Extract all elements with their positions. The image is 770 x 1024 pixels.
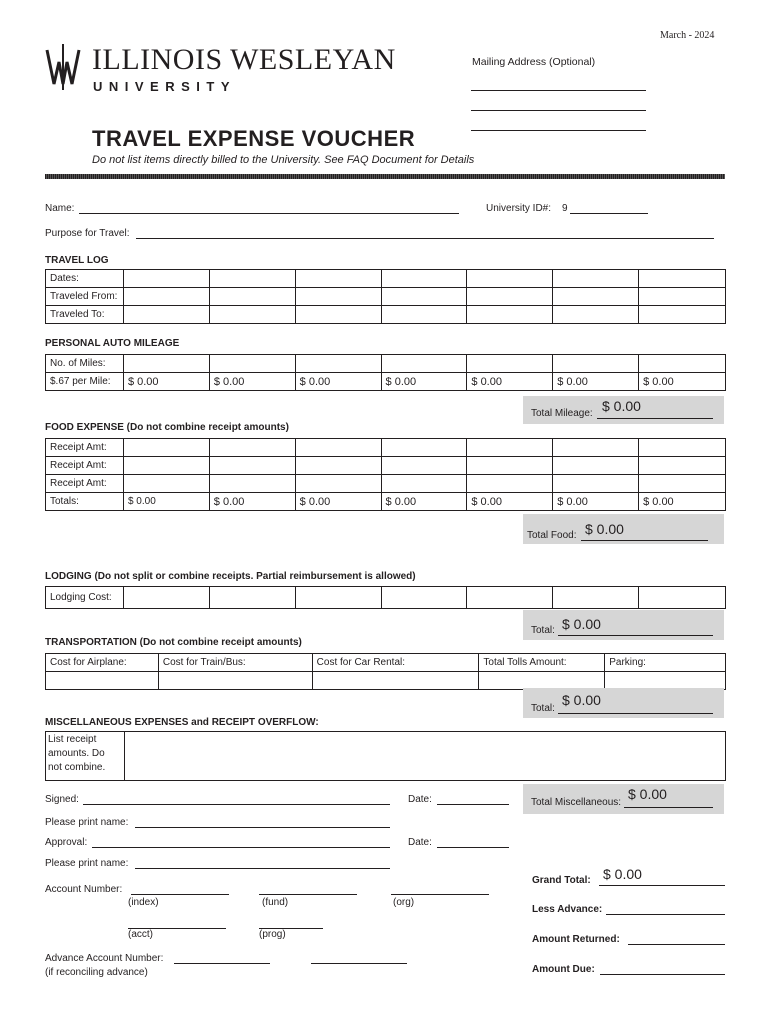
table-row xyxy=(46,306,726,324)
mileage-title: PERSONAL AUTO MILEAGE xyxy=(45,338,180,349)
page-title: TRAVEL EXPENSE VOUCHER xyxy=(92,126,416,151)
name-field[interactable] xyxy=(79,213,459,214)
purpose-label: Purpose for Travel: xyxy=(45,228,130,239)
cell[interactable] xyxy=(605,672,726,690)
misc-box xyxy=(45,731,726,781)
mileage-amount: $ 0.00 xyxy=(209,373,295,391)
purpose-field[interactable] xyxy=(136,238,714,239)
cell[interactable] xyxy=(123,439,209,457)
cell[interactable] xyxy=(158,672,312,690)
advance-account-field-2[interactable] xyxy=(311,963,407,964)
table-row xyxy=(46,493,726,511)
transportation-title: TRANSPORTATION (Do not combine receipt amounts) xyxy=(45,637,302,648)
cell[interactable] xyxy=(553,288,639,306)
mileage-amount: $ 0.00 xyxy=(123,373,209,391)
name-label: Name: xyxy=(45,203,75,214)
index-field[interactable] xyxy=(131,894,229,895)
misc-label-cell xyxy=(46,732,125,780)
table-row xyxy=(46,654,726,672)
cell[interactable] xyxy=(295,587,381,609)
fund-field[interactable] xyxy=(259,894,357,895)
total-mileage-line xyxy=(597,418,713,419)
cell[interactable] xyxy=(553,457,639,475)
row-label: Lodging Cost: xyxy=(46,587,124,609)
column-header: Total Tolls Amount: xyxy=(479,654,605,672)
mailing-line-3[interactable] xyxy=(471,130,646,131)
cell[interactable] xyxy=(209,355,295,373)
date-label: Date: xyxy=(408,794,432,805)
total-mileage-label: Total Mileage: xyxy=(531,408,593,419)
cell[interactable] xyxy=(295,270,381,288)
university-logo-icon xyxy=(45,44,81,90)
cell[interactable] xyxy=(381,475,467,493)
food-total: $ 0.00 xyxy=(209,493,295,511)
cell[interactable] xyxy=(312,672,479,690)
cell[interactable] xyxy=(639,587,726,609)
amount-returned-field[interactable] xyxy=(628,944,725,945)
cell[interactable] xyxy=(553,306,639,324)
cell[interactable] xyxy=(553,270,639,288)
cell[interactable] xyxy=(467,457,553,475)
cell[interactable] xyxy=(553,475,639,493)
signed-field[interactable] xyxy=(83,804,390,805)
cell[interactable] xyxy=(209,288,295,306)
food-total: $ 0.00 xyxy=(467,493,553,511)
cell[interactable] xyxy=(467,587,553,609)
advance-account-label: Advance Account Number: xyxy=(45,953,164,964)
cell[interactable] xyxy=(381,288,467,306)
amount-due-label: Amount Due: xyxy=(532,964,595,975)
logo-sub: UNIVERSITY xyxy=(93,79,237,94)
cell[interactable] xyxy=(381,355,467,373)
total-food-value: $ 0.00 xyxy=(585,521,624,537)
cell[interactable] xyxy=(467,475,553,493)
food-total: $ 0.00 xyxy=(295,493,381,511)
amount-due-field[interactable] xyxy=(600,974,725,975)
row-label: Receipt Amt: xyxy=(46,475,124,493)
food-total: $ 0.00 xyxy=(381,493,467,511)
university-id-label: University ID#: xyxy=(486,203,552,214)
food-total: $ 0.00 xyxy=(123,493,209,511)
less-advance-field[interactable] xyxy=(606,914,725,915)
cell[interactable] xyxy=(209,475,295,493)
university-id-prefix: 9 xyxy=(562,203,568,214)
misc-entry-area[interactable] xyxy=(126,732,725,780)
cell[interactable] xyxy=(209,439,295,457)
date-field[interactable] xyxy=(437,804,509,805)
table-row xyxy=(46,457,726,475)
cell[interactable] xyxy=(639,306,726,324)
total-lodging-label: Total: xyxy=(531,625,555,636)
print-name-label: Please print name: xyxy=(45,817,129,828)
total-lodging-value: $ 0.00 xyxy=(562,616,601,632)
amount-returned-label: Amount Returned: xyxy=(532,934,620,945)
cell[interactable] xyxy=(639,355,726,373)
cell[interactable] xyxy=(639,439,726,457)
cell[interactable] xyxy=(46,672,159,690)
lodging-table xyxy=(45,586,726,609)
mileage-table xyxy=(45,354,726,391)
row-label: $.67 per Mile: xyxy=(46,373,124,391)
table-row xyxy=(46,270,726,288)
logo-text: ILLINOIS WESLEYAN xyxy=(92,43,396,76)
column-header: Cost for Car Rental: xyxy=(312,654,479,672)
cell[interactable] xyxy=(209,457,295,475)
transportation-table xyxy=(45,653,726,690)
advance-account-field-1[interactable] xyxy=(174,963,270,964)
cell[interactable] xyxy=(123,270,209,288)
mileage-amount: $ 0.00 xyxy=(553,373,639,391)
cell[interactable] xyxy=(381,306,467,324)
approval-date-label: Date: xyxy=(408,837,432,848)
misc-label-line-1: List receipt xyxy=(48,734,97,745)
org-field[interactable] xyxy=(391,894,489,895)
misc-label-line-3: not combine. xyxy=(48,762,106,773)
total-mileage-value: $ 0.00 xyxy=(602,398,641,414)
table-row xyxy=(46,288,726,306)
column-header: Parking: xyxy=(605,654,726,672)
prog-caption: (prog) xyxy=(259,929,286,940)
print-name-field[interactable] xyxy=(135,827,390,828)
less-advance-label: Less Advance: xyxy=(532,904,603,915)
cell[interactable] xyxy=(381,439,467,457)
cell[interactable] xyxy=(295,306,381,324)
acct-caption: (acct) xyxy=(128,929,153,940)
form-date: March - 2024 xyxy=(660,30,715,41)
mileage-amount: $ 0.00 xyxy=(467,373,553,391)
mailing-line-1[interactable] xyxy=(471,90,646,91)
table-row xyxy=(46,373,726,391)
mailing-label: Mailing Address (Optional) xyxy=(472,56,596,68)
fund-caption: (fund) xyxy=(262,897,289,908)
table-row xyxy=(46,475,726,493)
total-misc-line xyxy=(624,807,713,808)
travel-log-table xyxy=(45,269,726,324)
food-table xyxy=(45,438,726,511)
approval-label: Approval: xyxy=(45,837,88,848)
print-name-2-label: Please print name: xyxy=(45,858,129,869)
account-number-label: Account Number: xyxy=(45,884,123,895)
cell[interactable] xyxy=(295,355,381,373)
column-header: Cost for Airplane: xyxy=(46,654,159,672)
grand-total-line xyxy=(599,885,725,886)
total-transport-value: $ 0.00 xyxy=(562,692,601,708)
total-transport-line xyxy=(558,713,713,714)
table-row xyxy=(46,439,726,457)
cell[interactable] xyxy=(209,587,295,609)
cell[interactable] xyxy=(639,457,726,475)
cell[interactable] xyxy=(123,587,209,609)
cell[interactable] xyxy=(381,587,467,609)
mileage-amount: $ 0.00 xyxy=(295,373,381,391)
cell[interactable] xyxy=(123,288,209,306)
cell[interactable] xyxy=(553,355,639,373)
mailing-line-2[interactable] xyxy=(471,110,646,111)
advance-account-note: (if reconciling advance) xyxy=(45,967,148,978)
cell[interactable] xyxy=(467,270,553,288)
cell[interactable] xyxy=(209,270,295,288)
page-subtitle: Do not list items directly billed to the University. See FAQ Document for Details xyxy=(92,154,475,166)
cell[interactable] xyxy=(295,439,381,457)
food-title: FOOD EXPENSE (Do not combine receipt amounts) xyxy=(45,422,289,433)
mileage-amount: $ 0.00 xyxy=(381,373,467,391)
table-row xyxy=(46,587,726,609)
cell[interactable] xyxy=(553,439,639,457)
cell[interactable] xyxy=(295,288,381,306)
row-label: Receipt Amt: xyxy=(46,439,124,457)
total-food-label: Total Food: xyxy=(527,530,577,541)
total-lodging-line xyxy=(558,635,713,636)
row-label: Dates: xyxy=(46,270,124,288)
misc-label-line-2: amounts. Do xyxy=(48,748,105,759)
approval-date-field[interactable] xyxy=(437,847,509,848)
cell[interactable] xyxy=(467,439,553,457)
cell[interactable] xyxy=(639,270,726,288)
table-row xyxy=(46,355,726,373)
cell[interactable] xyxy=(123,457,209,475)
cell[interactable] xyxy=(467,288,553,306)
lodging-title: LODGING (Do not split or combine receipts. Partial reimbursement is allowed) xyxy=(45,571,416,582)
column-header: Cost for Train/Bus: xyxy=(158,654,312,672)
cell[interactable] xyxy=(381,457,467,475)
cell[interactable] xyxy=(123,306,209,324)
approval-field[interactable] xyxy=(92,847,390,848)
cell[interactable] xyxy=(467,355,553,373)
row-label: Totals: xyxy=(46,493,124,511)
cell[interactable] xyxy=(381,270,467,288)
title-divider xyxy=(45,174,725,179)
mileage-amount: $ 0.00 xyxy=(639,373,726,391)
grand-total-label: Grand Total: xyxy=(532,875,591,886)
food-total: $ 0.00 xyxy=(639,493,726,511)
cell[interactable] xyxy=(479,672,605,690)
grand-total-value: $ 0.00 xyxy=(603,866,642,882)
misc-title: MISCELLANEOUS EXPENSES and RECEIPT OVERFLOW: xyxy=(45,717,319,728)
cell[interactable] xyxy=(639,475,726,493)
cell[interactable] xyxy=(123,475,209,493)
row-label: Traveled From: xyxy=(46,288,124,306)
cell[interactable] xyxy=(467,306,553,324)
cell[interactable] xyxy=(553,587,639,609)
cell[interactable] xyxy=(123,355,209,373)
cell[interactable] xyxy=(295,457,381,475)
total-misc-label: Total Miscellaneous: xyxy=(531,797,622,808)
cell[interactable] xyxy=(639,288,726,306)
total-transport-label: Total: xyxy=(531,703,555,714)
row-label: Traveled To: xyxy=(46,306,124,324)
travel-log-title: TRAVEL LOG xyxy=(45,255,109,266)
index-caption: (index) xyxy=(128,897,159,908)
food-total: $ 0.00 xyxy=(553,493,639,511)
university-id-field[interactable] xyxy=(570,213,648,214)
row-label: No. of Miles: xyxy=(46,355,124,373)
cell[interactable] xyxy=(295,475,381,493)
total-food-line xyxy=(581,540,708,541)
print-name-2-field[interactable] xyxy=(135,868,390,869)
org-caption: (org) xyxy=(393,897,415,908)
table-row xyxy=(46,672,726,690)
signed-label: Signed: xyxy=(45,794,79,805)
total-misc-value: $ 0.00 xyxy=(628,786,667,802)
row-label: Receipt Amt: xyxy=(46,457,124,475)
cell[interactable] xyxy=(209,306,295,324)
